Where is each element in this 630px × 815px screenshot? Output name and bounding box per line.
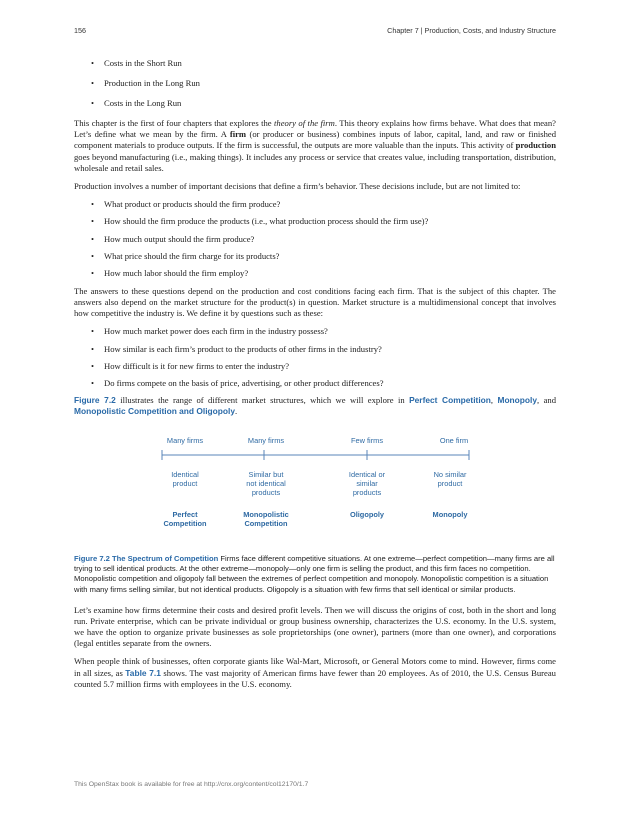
firms-label-monopolistic: Many firms [247,435,285,445]
product-label-monopoly [410,470,490,488]
intro-paragraph [74,118,556,174]
term-theory-of-firm: theory of the firm [274,118,335,128]
list-item: • How much market power does each firm in the industry possess? [74,326,556,337]
list-item: • How similar is each firm’s product to the products of other firms in the industry? [74,344,556,355]
text: product [172,478,198,488]
monopoly-link[interactable]: Monopoly [497,394,538,405]
term-production: production [515,140,556,151]
decisions-intro-paragraph: Production involves a number of important decisions that define a firm’s behavior. These decisions include, but are not limited to: [74,180,521,191]
caption-title: Figure 7.2 The Spectrum of Competition [74,553,219,563]
page-number: 156 [74,26,86,35]
figure-caption [74,554,556,595]
text: No similar [433,469,467,479]
firms-label-oligopoly: Few firms [350,435,384,445]
market-structure-paragraph: The answers to these questions depend on the production and cost conditions facing each firm. That is the subject of this chapter. The answers also depend on the market structure for the product(s) in question. Market structure is a multidimensional concept that involves how competitive the industry is. We define it by questions such as these: [74,285,556,319]
business-sizes-paragraph [74,656,556,690]
text: . This theory explains how firms behave. What does that mean? Let’s define what we mean by the firm. A [74,118,556,140]
spectrum-of-competition-figure [74,424,556,542]
list-item: • What price should the firm charge for its products? [74,251,556,262]
structure-label-monopoly: Monopoly [432,509,468,519]
text: illustrates the range of different market structures, which we will explore in [115,394,410,405]
product-label-oligopoly [327,470,407,497]
text: goes beyond manufacturing (i.e., making things). It includes any process or service that creates value, including transportation, distribution, wholesale and retail sales. [74,151,556,173]
text: (or producer or business) combines inputs of labor, capital, land, and raw or finished component materials to produce outputs. If the firm is successful, the outputs are more valuable than the inputs. This activity of [74,129,557,151]
product-label-perfect [145,470,225,488]
text: similar [356,478,378,488]
list-item: • Do firms compete on the basis of price, advertising, or other product differences? [74,378,556,389]
list-item: • What product or products should the firm produce? [74,199,556,210]
text: Perfect [172,509,198,519]
list-item: • Costs in the Short Run [74,58,556,69]
text: This chapter is the first of four chapters that explores the [74,118,275,128]
text: Identical [171,469,199,479]
list-item: • Production in the Long Run [74,78,556,89]
text: , [490,394,498,405]
page-footer: This OpenStax book is available for free at http://cnx.org/content/col12170/1.7 [74,781,309,788]
term-firm: firm [229,129,247,140]
text: , and [537,394,556,405]
firms-label-monopoly: One firm [439,435,469,445]
monopolistic-competition-link[interactable]: Monopolistic Competition and Oligopoly [74,405,235,416]
caption-text: Firms face different competitive situations. At one extreme—perfect competition—many firms are all trying to sell identical products. At the other extreme—monopoly—only one firm is selling the product, and this firm faces no competition. Monopolistic competition and oligopoly fall between the extremes of perfect competition and monopoly. Monopolistic competition is a situation with many firms selling similar, but not identical products. Oligopoly is a situation with few firms that sell identical or similar products. [74,553,555,594]
list-item: • How should the firm produce the products (i.e., what production process should the firm use)? [74,216,556,227]
list-item: • How much labor should the firm employ? [74,268,556,279]
text: . [234,405,238,416]
text: products [251,487,281,497]
list-item: • How difficult is it for new firms to enter the industry? [74,361,556,372]
chapter-topics-list [74,58,556,109]
page-content [74,58,556,697]
chapter-header: Chapter 7 | Production, Costs, and Industry Structure [387,26,556,35]
list-item: • Costs in the Long Run [74,98,556,109]
text: Similar but [248,469,284,479]
text: Monopolistic [243,509,289,519]
text: products [352,487,382,497]
text: Competition [163,518,207,528]
table-7-1-link[interactable]: Table 7.1 [125,667,161,678]
text: shows. The vast majority of American firms have fewer than 20 employees. As of 2010, the U.S. Census Bureau counted 5.7 million firms with employees in the U.S. economy. [74,667,556,689]
text: product [437,478,463,488]
structure-label-oligopoly: Oligopoly [349,509,385,519]
structure-label-monopolistic [226,510,306,528]
decisions-list [74,199,556,280]
figure-7-2-link[interactable]: Figure 7.2 [74,394,116,405]
text: Identical or [348,469,386,479]
market-questions-list [74,326,556,389]
firms-costs-paragraph: Let’s examine how firms determine their costs and desired profit levels. Then we will discuss the origins of cost, both in the short and long run. Private enterprise, which can be private individual or group business ownership, characterizes the U.S. economy. In the U.S. system, we have the option to organize private businesses as sole proprietorships (one owner), partners (more than one owner), and corporations (legal entitles separate from the owners. [74,604,556,649]
firms-label-perfect: Many firms [166,435,204,445]
text: When people think of businesses, often corporate giants like Wal-Mart, Microsoft, or General Motors come to mind. However, firms come in all sizes, as [74,656,556,678]
product-label-monopolistic [226,470,306,497]
perfect-competition-link[interactable]: Perfect Competition [409,394,491,405]
text: not identical [246,478,286,488]
text: Competition [244,518,288,528]
list-item: • How much output should the firm produce? [74,234,556,245]
figure-reference-paragraph [74,395,556,417]
structure-label-perfect [145,510,225,528]
